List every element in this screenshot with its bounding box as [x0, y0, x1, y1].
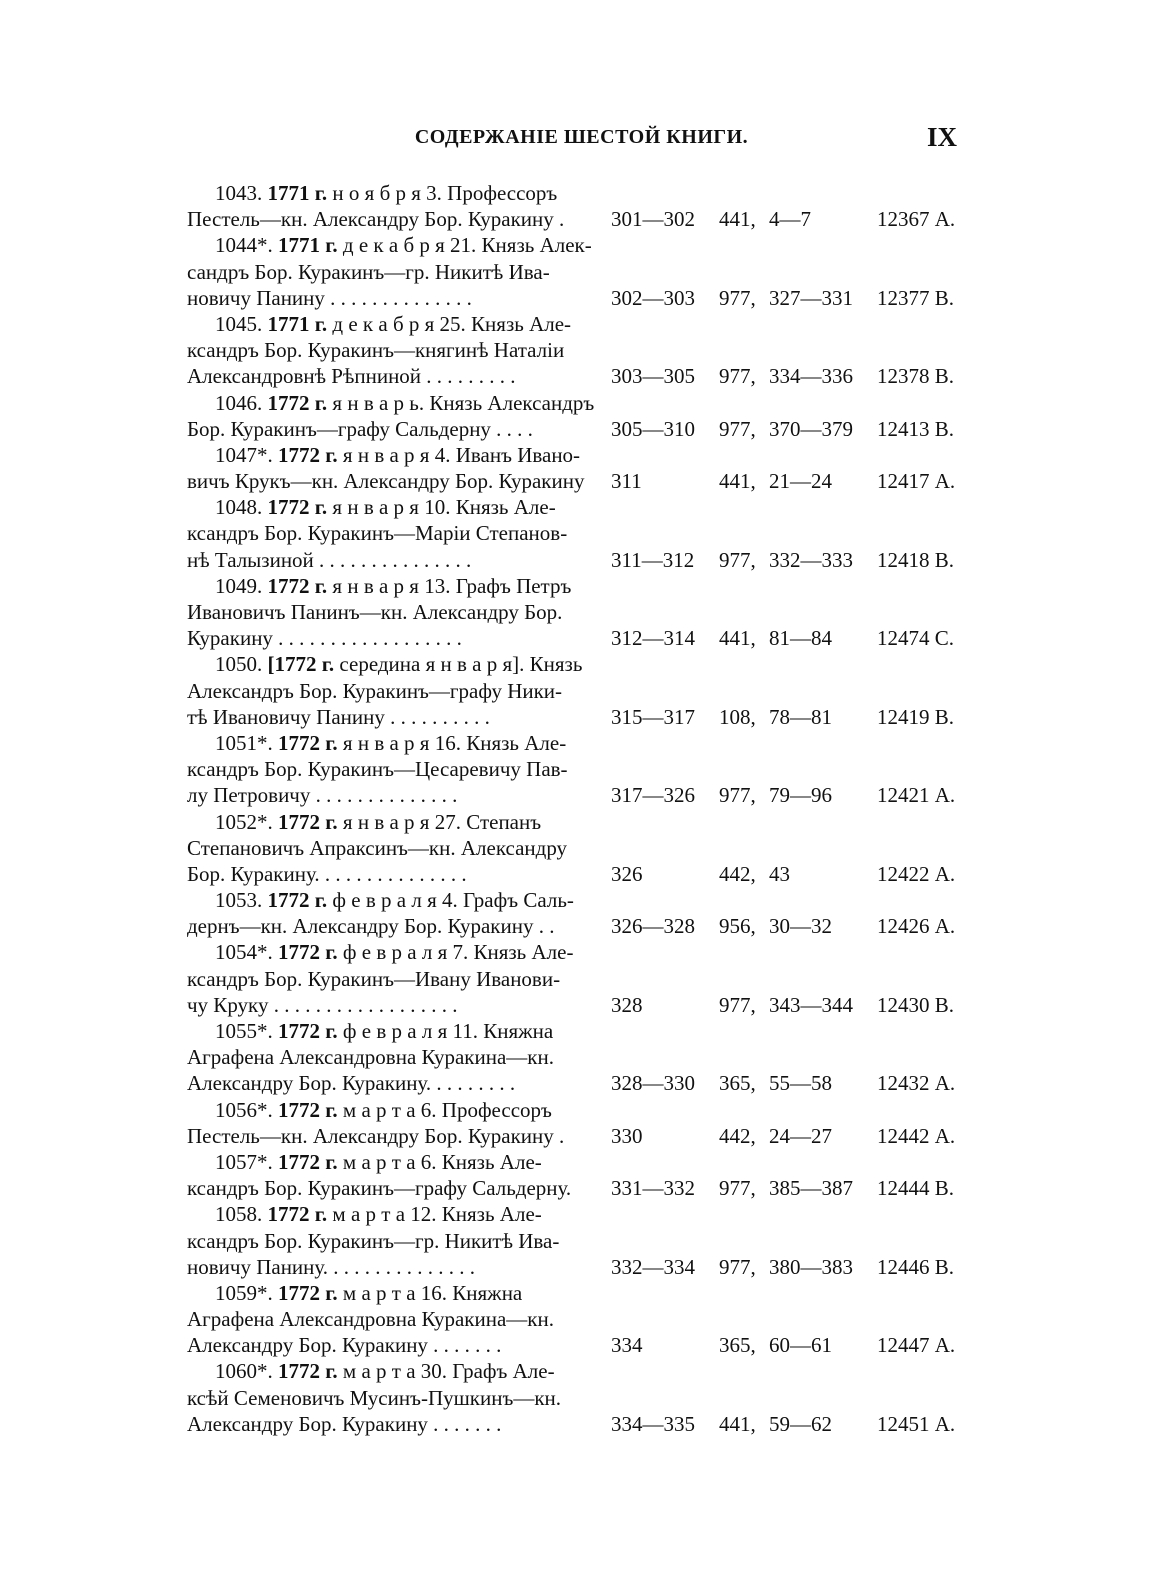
entry-line [187, 520, 967, 546]
entry-line [187, 625, 967, 651]
toc-entry [187, 939, 967, 1018]
entry-sheets: 59—62 [769, 1411, 832, 1436]
entry-sheets: 380—383 [769, 1254, 853, 1279]
entry-text: чу Круку . . . . . . . . . . . . . . . . . . [187, 992, 458, 1017]
entry-text: новичу Панину. . . . . . . . . . . . . . . [187, 1254, 476, 1279]
entry-sheets: 43 [769, 861, 790, 886]
entry-archive-number: 12447 А. [877, 1333, 956, 1358]
entry-line [187, 1175, 967, 1201]
entry-line [187, 599, 967, 625]
entry-text: Александръ Бор. Куракинъ—графу Ники- [187, 678, 563, 703]
entry-volume: 977, [719, 992, 756, 1017]
entry-year: 1771 г. [267, 311, 328, 336]
entry-date: ф е в р а л я [342, 1019, 448, 1043]
entry-number: 1048. [215, 495, 263, 520]
entry-line [187, 573, 967, 599]
entry-number: 1056*. [215, 1097, 273, 1122]
entry-archive-number: 12430 В. [877, 992, 955, 1017]
entry-archive-number: 12432 А. [877, 1071, 956, 1096]
entry-line [187, 678, 967, 704]
entry-line [187, 1018, 967, 1044]
page-title: СОДЕРЖАНІЕ ШЕСТОЙ КНИГИ. [414, 126, 749, 148]
entry-title: 12. Князь Але- [405, 1202, 542, 1227]
entry-number: 1049. [215, 573, 263, 598]
entry-year: 1771 г. [267, 181, 328, 205]
entry-heading [215, 887, 574, 913]
entry-year: 1772 г. [278, 1097, 338, 1122]
entry-sheets: 334—336 [769, 364, 853, 389]
entry-text: Куракину . . . . . . . . . . . . . . . . . . [187, 626, 462, 651]
entry-number: 1052*. [215, 809, 273, 834]
entry-number: 1057*. [215, 1149, 273, 1174]
toc-entry [187, 311, 967, 390]
entry-volume: 365, [719, 1071, 756, 1096]
entry-sheets: 343—344 [769, 992, 853, 1017]
entry-sheets: 332—333 [769, 547, 853, 572]
entry-year: 1772 г. [278, 809, 338, 834]
entry-volume: 441, [719, 469, 756, 494]
entry-line [187, 1070, 967, 1096]
entry-archive-number: 12451 А. [877, 1411, 956, 1436]
entry-line [187, 1044, 967, 1070]
entry-number: 1051*. [215, 730, 273, 755]
entry-heading [215, 1280, 522, 1306]
entry-year: 1771 г. [278, 233, 338, 258]
entry-text: вичъ Крукъ—кн. Александру Бор. Куракину [187, 469, 585, 494]
entry-heading [215, 1149, 542, 1175]
entry-number: 1059*. [215, 1280, 273, 1305]
entry-title: 16. Князь Але- [429, 730, 567, 755]
entry-pages: 330 [611, 1123, 643, 1148]
entry-text: Аграфена Александровна Куракина—кн. [187, 1307, 554, 1332]
entry-sheets: 370—379 [769, 416, 853, 441]
entry-heading [215, 311, 571, 337]
entry-text: тѣ Ивановичу Панину . . . . . . . . . . [187, 704, 490, 729]
entry-pages: 301—302 [611, 207, 695, 232]
entry-line [187, 363, 967, 389]
entry-year: 1772 г. [267, 390, 328, 415]
entry-date: я н в а р я [342, 442, 430, 467]
entry-date: я н в а р я [342, 809, 430, 834]
entry-date: я н в а р ь. [332, 390, 425, 415]
entry-text: Бор. Куракинъ—графу Сальдерну . . . . [187, 416, 533, 441]
entry-text: Пестель—кн. Александру Бор. Куракину . [187, 207, 565, 232]
entry-line [187, 285, 967, 311]
entry-line [187, 966, 967, 992]
entry-date: я н в а р я [332, 495, 419, 520]
entry-year: 1772 г. [278, 1359, 338, 1384]
toc-entry [187, 887, 967, 939]
entry-heading [215, 809, 541, 835]
entry-pages: 331—332 [611, 1176, 695, 1201]
entry-line [187, 494, 967, 520]
toc-entry [187, 1097, 967, 1149]
entry-line [187, 337, 967, 363]
entry-line [187, 1280, 967, 1306]
entry-line [187, 887, 967, 913]
entry-line [187, 1306, 967, 1332]
entry-year: 1772 г. [278, 940, 338, 965]
entry-volume: 441, [719, 626, 756, 651]
entry-line [187, 704, 967, 730]
entry-year: 1772 г. [267, 1202, 328, 1227]
entry-sheets: 30—32 [769, 914, 832, 939]
entry-title: 4. Иванъ Ивано- [429, 442, 581, 467]
entry-text: Аграфена Александровна Куракина—кн. [187, 1045, 554, 1070]
toc-entry [187, 1149, 967, 1201]
entry-number: 1060*. [215, 1359, 273, 1384]
entry-heading [215, 1018, 553, 1044]
entry-text: Пестель—кн. Александру Бор. Куракину . [187, 1123, 565, 1148]
entry-title: 6. Профессоръ [415, 1097, 552, 1122]
entry-heading [215, 232, 592, 258]
entry-line [187, 1201, 967, 1227]
entry-date: ф е в р а л я [342, 940, 448, 965]
entry-text: Степановичъ Апраксинъ—кн. Александру [187, 835, 568, 860]
entry-pages: 328 [611, 992, 643, 1017]
entry-date: м а р т а [342, 1280, 416, 1305]
entry-volume: 365, [719, 1333, 756, 1358]
entry-sheets: 4—7 [769, 207, 811, 232]
entry-date: м а р т а [342, 1097, 416, 1122]
entry-pages: 326—328 [611, 914, 695, 939]
entry-archive-number: 12418 В. [877, 547, 955, 572]
entry-line [187, 442, 967, 468]
entry-heading [215, 1358, 555, 1384]
entry-sheets: 60—61 [769, 1333, 832, 1358]
toc-entry [187, 232, 967, 311]
entry-title: 30. Графъ Але- [415, 1359, 555, 1384]
entry-text: ксѣй Семеновичъ Мусинъ-Пушкинъ—кн. [187, 1385, 562, 1410]
entry-pages: 317—326 [611, 783, 695, 808]
entry-title: 27. Степанъ [429, 809, 542, 834]
entry-heading [215, 1097, 552, 1123]
entry-heading [215, 390, 594, 416]
toc-entry [187, 180, 967, 232]
entry-sheets: 21—24 [769, 469, 832, 494]
entry-archive-number: 12417 А. [877, 469, 956, 494]
entry-year: 1772 г. [278, 442, 338, 467]
entry-archive-number: 12474 С. [877, 626, 955, 651]
entry-line [187, 992, 967, 1018]
entry-heading [215, 651, 582, 677]
entry-sheets: 24—27 [769, 1123, 832, 1148]
toc-entry [187, 1280, 967, 1359]
entry-archive-number: 12426 А. [877, 914, 956, 939]
entry-number: 1045. [215, 311, 263, 336]
toc-entry [187, 1358, 967, 1437]
entry-text: Ивановичъ Панинъ—кн. Александру Бор. [187, 600, 563, 624]
entry-archive-number: 12377 В. [877, 285, 955, 310]
entry-pages: 315—317 [611, 704, 695, 729]
entry-date: я н в а р я [342, 730, 430, 755]
entry-line [187, 1123, 967, 1149]
entry-line [187, 730, 967, 756]
entry-line [187, 651, 967, 677]
toc-entry [187, 730, 967, 809]
entry-number: 1054*. [215, 940, 273, 965]
entry-date: д е к а б р я [332, 311, 435, 336]
entry-number: 1044*. [215, 233, 273, 258]
entry-archive-number: 12442 А. [877, 1123, 956, 1148]
entry-number: 1046. [215, 390, 263, 415]
entry-line [187, 416, 967, 442]
entry-text: ксандръ Бор. Куракинъ—Цесаревичу Пав- [187, 757, 568, 782]
entry-line [187, 1149, 967, 1175]
toc-entry [187, 390, 967, 442]
entry-line [187, 809, 967, 835]
entry-heading [215, 494, 556, 520]
entry-year: 1772 г. [267, 495, 328, 520]
entry-title: 13. Графъ Петръ [418, 573, 572, 598]
entry-volume: 442, [719, 861, 756, 886]
entry-year: 1772 г. [278, 1149, 338, 1174]
entry-line [187, 232, 967, 258]
entry-title: 25. Князь Але- [434, 311, 572, 336]
entry-year: 1772 г. [278, 1019, 338, 1043]
toc-entry [187, 1201, 967, 1280]
entry-line [187, 861, 967, 887]
entry-pages: 312—314 [611, 626, 695, 651]
entry-text: Александру Бор. Куракину . . . . . . . [187, 1411, 502, 1436]
table-of-contents [187, 180, 967, 1437]
entry-archive-number: 12413 В. [877, 416, 955, 441]
entry-title: 7. Князь Але- [447, 940, 574, 965]
toc-entry [187, 809, 967, 888]
entry-title: Князь Александръ [424, 390, 595, 415]
entry-pages: 302—303 [611, 285, 695, 310]
entry-volume: 441, [719, 207, 756, 232]
entry-line [187, 1097, 967, 1123]
entry-date: середина я н в а р я]. [339, 652, 525, 677]
entry-pages: 311 [611, 469, 642, 494]
entry-pages: 328—330 [611, 1071, 695, 1096]
entry-line [187, 1332, 967, 1358]
entry-volume: 956, [719, 914, 756, 939]
entry-date: я н в а р я [332, 573, 419, 598]
entry-text: ксандръ Бор. Куракинъ—Маріи Степанов- [187, 521, 568, 546]
entry-number: 1058. [215, 1202, 263, 1227]
entry-line [187, 782, 967, 808]
entry-text: дернъ—кн. Александру Бор. Куракину . . [187, 914, 555, 939]
entry-title: 21. Князь Алек- [444, 233, 592, 258]
entry-pages: 332—334 [611, 1254, 695, 1279]
entry-line [187, 1411, 967, 1437]
entry-year: 1772 г. [278, 730, 338, 755]
entry-line [187, 180, 967, 206]
entry-sheets: 79—96 [769, 783, 832, 808]
entry-line [187, 468, 967, 494]
entry-volume: 108, [719, 704, 756, 729]
entry-text: нѣ Талызиной . . . . . . . . . . . . . . . [187, 547, 472, 572]
entry-number: 1055*. [215, 1019, 273, 1043]
entry-line [187, 1385, 967, 1411]
entry-archive-number: 12446 В. [877, 1254, 955, 1279]
entry-text: сандръ Бор. Куракинъ—гр. Никитѣ Ива- [187, 259, 550, 284]
entry-line [187, 1254, 967, 1280]
entry-title: 3. Профессоръ [420, 181, 558, 205]
entry-date: м а р т а [332, 1202, 406, 1227]
entry-volume: 442, [719, 1123, 756, 1148]
entry-line [187, 390, 967, 416]
entry-sheets: 55—58 [769, 1071, 832, 1096]
entry-text: Александру Бор. Куракину. . . . . . . . . [187, 1071, 516, 1096]
entry-number: 1050. [215, 652, 263, 677]
entry-date: д е к а б р я [342, 233, 445, 258]
entry-archive-number: 12421 А. [877, 783, 956, 808]
entry-text: ксандръ Бор. Куракинъ—гр. Никитѣ Ива- [187, 1228, 560, 1253]
entry-title: 11. Княжна [447, 1019, 554, 1043]
entry-volume: 977, [719, 1176, 756, 1201]
entry-pages: 305—310 [611, 416, 695, 441]
entry-line [187, 547, 967, 573]
entry-heading [215, 939, 573, 965]
entry-number: 1053. [215, 888, 263, 913]
entry-line [187, 913, 967, 939]
toc-entry [187, 494, 967, 573]
entry-heading [215, 730, 566, 756]
entry-line [187, 835, 967, 861]
entry-sheets: 385—387 [769, 1176, 853, 1201]
entry-archive-number: 12367 А. [877, 207, 956, 232]
toc-entry [187, 1018, 967, 1097]
entry-heading [215, 442, 580, 468]
entry-year: 1772 г. [267, 888, 328, 913]
entry-number: 1043. [215, 181, 263, 205]
entry-pages: 326 [611, 861, 643, 886]
entry-pages: 311—312 [611, 547, 695, 572]
entry-text: Александру Бор. Куракину . . . . . . . [187, 1333, 502, 1358]
entry-line [187, 206, 967, 232]
entry-archive-number: 12444 В. [877, 1176, 955, 1201]
toc-entry [187, 442, 967, 494]
entry-date: м а р т а [342, 1359, 416, 1384]
entry-text: новичу Панину . . . . . . . . . . . . . . [187, 285, 472, 310]
entry-pages: 334 [611, 1333, 643, 1358]
entry-line [187, 939, 967, 965]
entry-line [187, 756, 967, 782]
entry-sheets: 78—81 [769, 704, 832, 729]
page-number: IX [926, 122, 957, 152]
toc-entry [187, 573, 967, 652]
entry-archive-number: 12422 А. [877, 861, 956, 886]
entry-archive-number: 12378 В. [877, 364, 955, 389]
entry-line [187, 1228, 967, 1254]
entry-year: [1772 г. [267, 652, 335, 677]
entry-volume: 977, [719, 1254, 756, 1279]
entry-date: н о я б р я [332, 181, 421, 205]
entry-volume: 977, [719, 364, 756, 389]
entry-volume: 977, [719, 416, 756, 441]
entry-sheets: 81—84 [769, 626, 832, 651]
entry-heading [215, 180, 557, 206]
entry-archive-number: 12419 В. [877, 704, 955, 729]
entry-heading [215, 573, 571, 599]
entry-volume: 977, [719, 783, 756, 808]
entry-title: 4. Графъ Саль- [436, 888, 574, 913]
toc-entry [187, 651, 967, 730]
entry-volume: 441, [719, 1411, 756, 1436]
entry-title: Князь [524, 652, 583, 677]
entry-text: Александровнѣ Рѣпниной . . . . . . . . . [187, 364, 516, 389]
entry-title: 10. Князь Але- [418, 495, 556, 520]
entry-text: лу Петровичу . . . . . . . . . . . . . . [187, 783, 458, 808]
entry-text: ксандръ Бор. Куракинъ—княгинѣ Наталіи [187, 338, 565, 363]
entry-volume: 977, [719, 285, 756, 310]
entry-text: Бор. Куракину. . . . . . . . . . . . . . . [187, 861, 467, 886]
page-header [0, 122, 1163, 160]
entry-line [187, 1358, 967, 1384]
entry-sheets: 327—331 [769, 285, 853, 310]
entry-number: 1047*. [215, 442, 273, 467]
entry-heading [215, 1201, 542, 1227]
entry-title: 6. Князь Але- [415, 1149, 542, 1174]
entry-text: ксандръ Бор. Куракинъ—графу Сальдерну. [187, 1176, 572, 1201]
entry-text: ксандръ Бор. Куракинъ—Ивану Иванови- [187, 966, 561, 991]
entry-date: ф е в р а л я [332, 888, 437, 913]
entry-pages: 334—335 [611, 1411, 695, 1436]
entry-year: 1772 г. [278, 1280, 338, 1305]
entry-volume: 977, [719, 547, 756, 572]
entry-line [187, 259, 967, 285]
entry-line [187, 311, 967, 337]
entry-year: 1772 г. [267, 573, 328, 598]
entry-pages: 303—305 [611, 364, 695, 389]
entry-date: м а р т а [342, 1149, 416, 1174]
entry-title: 16. Княжна [415, 1280, 523, 1305]
